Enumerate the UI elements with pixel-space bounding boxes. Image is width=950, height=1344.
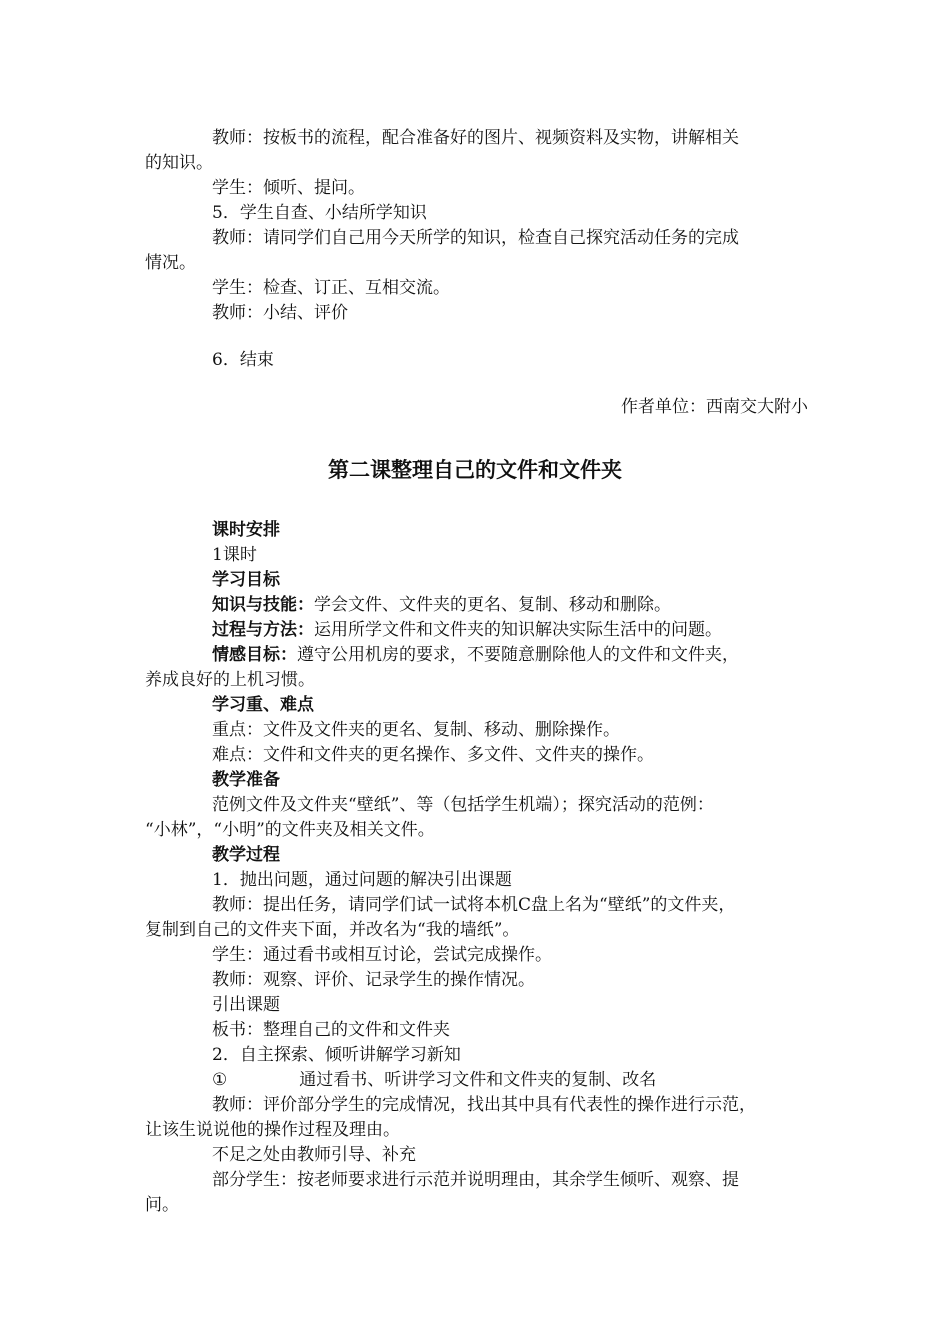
paragraph-line: 学生：检查、订正、互相交流。 bbox=[212, 278, 450, 298]
sub-step bbox=[212, 1068, 810, 1092]
goal-label: 过程与方法： bbox=[212, 620, 314, 640]
goal-label: 情感目标： bbox=[212, 645, 297, 665]
section-heading: 学习目标 bbox=[212, 570, 280, 590]
paragraph-line: 教师：小结、评价 bbox=[212, 303, 348, 323]
step-heading: 6．结束 bbox=[212, 350, 274, 370]
paragraph-line: 问。 bbox=[145, 1195, 179, 1215]
goal-line bbox=[212, 618, 810, 642]
sub-step-number: ① bbox=[212, 1070, 228, 1090]
paragraph-line: 范例文件及文件夹“壁纸”、等（包括学生机端）；探究活动的范例： bbox=[212, 795, 714, 815]
section-heading: 教学过程 bbox=[212, 845, 280, 865]
paragraph-line: 教师：观察、评价、记录学生的操作情况。 bbox=[212, 970, 535, 990]
goal-text: 运用所学文件和文件夹的知识解决实际生活中的问题。 bbox=[314, 620, 722, 640]
step-heading: 2．自主探索、倾听讲解学习新知 bbox=[212, 1045, 461, 1065]
author-unit: 作者单位：西南交大附小 bbox=[621, 397, 808, 417]
goal-line bbox=[212, 643, 810, 667]
paragraph-line: 养成良好的上机习惯。 bbox=[145, 670, 315, 690]
section-heading: 学习重、难点 bbox=[212, 695, 314, 715]
paragraph-line: “小林”，“小明”的文件夹及相关文件。 bbox=[145, 820, 435, 840]
paragraph-line: 部分学生：按老师要求进行示范并说明理由，其余学生倾听、观察、提 bbox=[212, 1170, 739, 1190]
paragraph-line: 教师：评价部分学生的完成情况，找出其中具有代表性的操作进行示范， bbox=[212, 1095, 756, 1115]
paragraph-line: 教师：请同学们自己用今天所学的知识，检查自己探究活动任务的完成 bbox=[212, 228, 739, 248]
goal-label: 知识与技能： bbox=[212, 595, 314, 615]
paragraph-line: 情况。 bbox=[145, 253, 196, 273]
goal-text: 学会文件、文件夹的更名、复制、移动和删除。 bbox=[314, 595, 671, 615]
step-heading: 5．学生自查、小结所学知识 bbox=[212, 203, 427, 223]
paragraph-line: 复制到自己的文件夹下面，并改名为“我的墙纸”。 bbox=[145, 920, 520, 940]
sub-step-text: 通过看书、听讲学习文件和文件夹的复制、改名 bbox=[299, 1070, 657, 1090]
paragraph-line: 教师：提出任务，请同学们试一试将本机C盘上名为“壁纸”的文件夹， bbox=[212, 895, 736, 915]
paragraph-line: 1课时 bbox=[212, 545, 257, 565]
goal-text: 遵守公用机房的要求，不要随意删除他人的文件和文件夹， bbox=[297, 645, 739, 665]
paragraph-line: 不足之处由教师引导、补充 bbox=[212, 1145, 416, 1165]
paragraph-line: 板书：整理自己的文件和文件夹 bbox=[212, 1020, 450, 1040]
paragraph-line: 学生：通过看书或相互讨论，尝试完成操作。 bbox=[212, 945, 552, 965]
section-heading: 教学准备 bbox=[212, 770, 280, 790]
step-heading: 1．抛出问题，通过问题的解决引出课题 bbox=[212, 870, 512, 890]
paragraph-line: 教师：按板书的流程，配合准备好的图片、视频资料及实物，讲解相关 bbox=[212, 128, 739, 148]
paragraph-line: 让该生说说他的操作过程及理由。 bbox=[145, 1120, 400, 1140]
paragraph-line: 的知识。 bbox=[145, 153, 213, 173]
paragraph-line: 难点：文件和文件夹的更名操作、多文件、文件夹的操作。 bbox=[212, 745, 654, 765]
paragraph-line: 学生：倾听、提问。 bbox=[212, 178, 365, 198]
lesson-title: 第二课整理自己的文件和文件夹 bbox=[328, 458, 622, 482]
goal-line bbox=[212, 593, 810, 617]
paragraph-line: 重点：文件及文件夹的更名、复制、移动、删除操作。 bbox=[212, 720, 620, 740]
paragraph-line: 引出课题 bbox=[212, 995, 280, 1015]
section-heading: 课时安排 bbox=[212, 520, 280, 540]
